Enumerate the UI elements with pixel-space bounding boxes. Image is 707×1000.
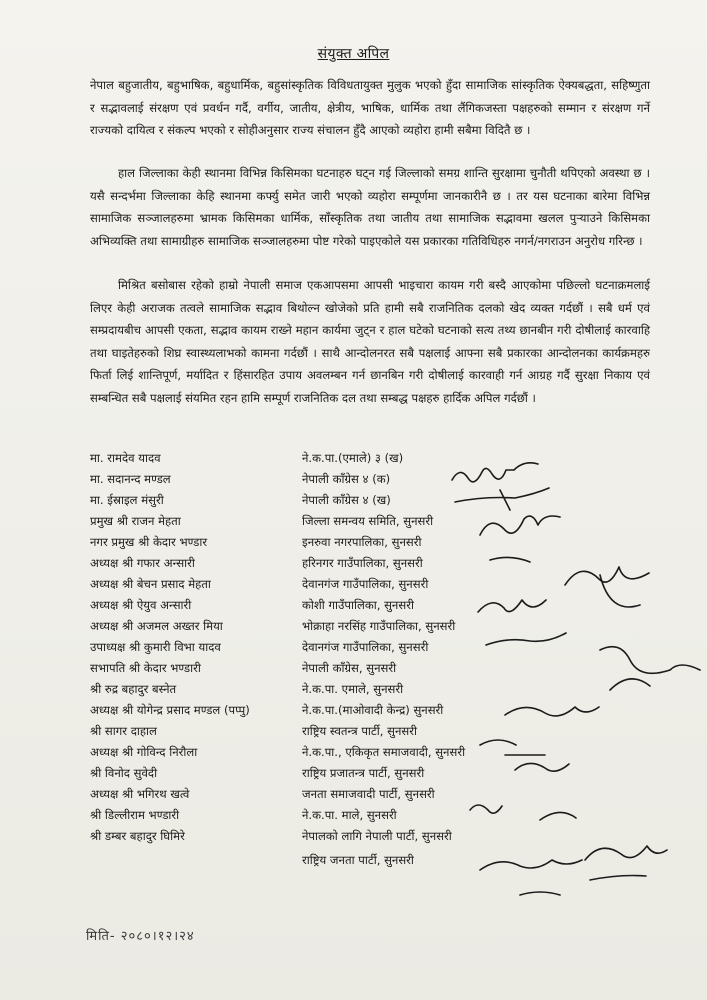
signatory-row: [90, 805, 510, 826]
signatory-name: प्रमुख श्री राजन मेहता: [90, 514, 181, 528]
signatory-name: अध्यक्ष श्री भगिरथ खत्वे: [90, 787, 190, 801]
signatory-name: श्री रुद्र बहादुर बस्नेत: [90, 682, 177, 696]
signatory-name: अध्यक्ष श्री बेचन प्रसाद मेहता: [90, 577, 211, 591]
signatory-name: अध्यक्ष श्री योगेन्द्र प्रसाद मण्डल (पप्पु): [90, 703, 250, 717]
signatory-row: [90, 784, 510, 805]
signature-12: [585, 846, 667, 880]
signatory-name: श्री डिल्लीराम भण्डारी: [90, 808, 180, 822]
signatory-org: हरिनगर गाउँपालिका, सुनसरी: [302, 556, 423, 570]
signatory-row: [90, 616, 510, 637]
signatory-row: [90, 574, 510, 595]
signatory-name: श्री डम्बर बहादुर घिमिरे: [90, 829, 185, 843]
signatory-org: राष्ट्रिय स्वतन्त्र पार्टी, सुनसरी: [302, 724, 418, 738]
signatory-row: [90, 532, 510, 553]
signature-9: [505, 755, 569, 771]
paragraph-1: नेपाल बहुजातीय, बहुभाषिक, बहुधार्मिक, बहुसांस्कृतिक विविधतायुक्त मुलुक भएको हुँदा सामाजिक सांस्कृतिक ऐक्यबद्धता, सहिष्णुता र सद्भावलाई संरक्षण एवं प्रवर्धन गर्दै, वर्गीय, जातीय, क्षेत्रीय, भाषिक, धार्मिक तथा लैंगिकजस्ता पक्षहरुको सम्मान र संरक्षण गर्ने राज्यको दायित्व र संकल्प भएको र सोहीअनुसार राज्य संचालन हुँदै आएको व्यहोरा हामी सबैमा विदितै छ ।: [90, 78, 650, 137]
signatory-row: [90, 721, 510, 742]
document-date: मिति- २०८०।१२।२४: [86, 929, 195, 944]
signatory-org: देवानगंज गाउँपालिका, सुनसरी: [302, 640, 429, 654]
signatory-row: [90, 826, 510, 847]
signatory-org: जिल्ला समन्वय समिति, सुनसरी: [302, 514, 434, 528]
signatory-org: ने.क.पा.(एमाले) ३ (ख): [302, 451, 404, 465]
signatory-name: श्री विनोद सुवेदी: [90, 766, 158, 780]
signatory-row: [90, 595, 510, 616]
signatory-name: मा. रामदेव यादव: [90, 451, 161, 465]
signatory-name: अध्यक्ष श्री गफार अन्सारी: [90, 556, 195, 570]
signatory-org-extra: राष्ट्रिय जनता पार्टी, सुनसरी: [302, 853, 414, 867]
signatory-org: ने.क.पा. एमाले, सुनसरी: [302, 682, 404, 696]
signatory-org: राष्ट्रिय प्रजातन्त्र पार्टी, सुनसरी: [302, 766, 425, 780]
signatory-row: [90, 679, 510, 700]
signatory-org: नेपालको लागि नेपाली पार्टी, सुनसरी: [302, 829, 452, 843]
signatory-org: भोक्राहा नरसिंह गाउँपालिका, सुनसरी: [302, 619, 456, 633]
signatory-name: श्री सागर दाहाल: [90, 724, 157, 738]
signatory-row: [90, 448, 510, 469]
signatory-row: [90, 511, 510, 532]
signatory-row: [90, 637, 510, 658]
signatory-org: कोशी गाउँपालिका, सुनसरी: [302, 598, 414, 612]
signatory-name: नगर प्रमुख श्री केदार भण्डार: [90, 535, 208, 549]
signature-11: [480, 860, 582, 895]
signatory-row: [90, 490, 510, 511]
signatory-row: [90, 742, 510, 763]
signatory-name: अध्यक्ष श्री अजमल अख्तर मिया: [90, 619, 223, 633]
document-title: संयुक्त अपिल: [317, 46, 390, 62]
signatory-name: अध्यक्ष श्री ऐयुव अन्सारी: [90, 598, 192, 612]
signatory-org: नेपाली काँग्रेस, सुनसरी: [302, 661, 397, 675]
signatory-name: सभापति श्री केदार भण्डारी: [90, 661, 201, 675]
signatory-org: जनता समाजवादी पार्टी, सुनसरी: [302, 787, 435, 801]
signatory-row: [90, 763, 510, 784]
signatory-org: ने.क.पा., एकिकृत समाजवादी, सुनसरी: [302, 745, 466, 759]
signatory-name: अध्यक्ष श्री गोविन्द निरौला: [90, 745, 198, 759]
signatory-org: इनरुवा नगरपालिका, सुनसरी: [302, 535, 422, 549]
signatory-org: नेपाली काँग्रेस ४ (क): [302, 472, 391, 486]
signatory-org: नेपाली काँग्रेस ४ (ख): [302, 493, 391, 507]
signatory-row: [90, 658, 510, 679]
signatory-row: [90, 469, 510, 490]
signatory-list: [90, 448, 510, 847]
signatory-org: ने.क.पा.(माओवादी केन्द्र) सुनसरी: [302, 703, 444, 717]
signatory-name: मा. ईस्राइल मंसुरी: [90, 493, 164, 507]
signatory-name: उपाध्यक्ष श्री कुमारी विभा यादव: [90, 640, 221, 654]
signatory-row: [90, 553, 510, 574]
signatory-row: [90, 700, 510, 721]
paragraph-3: मिश्रित बसोबास रहेको हाम्रो नेपाली समाज एकआपसमा आपसी भाइचारा कायम गरी बस्दै आएकोमा पछिल्लो घटनाक्रमलाई लिएर केही अराजक तत्वले सामाजिक सद्भाव बिथोल्न खोजेको प्रति हामी सबै राजनितिक दलको खेद व्यक्त गर्दछौं । सबै धर्म एवं सम्प्रदायबीच आपसी एकता, सद्भाव कायम राख्ने महान कार्यमा जुट्न र हाल घटेको घटनाको सत्य तथ्य छानबीन गरी दोषीलाई कारवाहि तथा घाइतेहरुको शिघ्र स्वास्थ्यलाभको कामना गर्दछौं । साथै आन्दोलनरत सबै पक्षलाई आफ्ना सबै प्रकारका आन्दोलनका कार्यक्रमहरु फिर्ता लिई शान्तिपूर्ण, मर्यादित र हिंसारहित उपाय अवलम्बन गर्न छानबिन गरी दोषीलाई कारवाही गर्न आग्रह गर्दै सुरक्षा निकाय एवं सम्बन्धित सबै पक्षलाई संयमित रहन हामि सम्पूर्ण राजनितिक दल तथा सम्बद्ध पक्षहरु हार्दिक अपिल गर्दछौं ।: [90, 278, 650, 405]
signatory-org: देवानगंज गाउँपालिका, सुनसरी: [302, 577, 429, 591]
paragraph-2: हाल जिल्लाका केही स्थानमा विभिन्न किसिमका घटनाहरु घट्न गई जिल्लाको समग्र शान्ति सुरक्षामा चुनौती थपिएको अवस्था छ । यसै सन्दर्भमा जिल्लाका केहि स्थानमा कर्फ्यु समेत जारी भएको व्यहोरा सम्पूर्णमा जानकारीनै छ । तर यस घटनाका बारेमा विभिन्न सामाजिक सञ्जालहरुमा भ्रामक किसिमका धार्मिक, साँस्कृतिक तथा जातीय तथा सामाजिक सद्भावमा खलल पुऱ्याउने किसिमका अभिव्यक्ति तथा सामाग्रीहरु सामाजिक सञ्जालहरुमा पोष्ट गरेको पाइएकोले यस प्रकारका गतिविधिहरु नगर्न/नगराउन अनुरोध गरिन्छ ।: [90, 166, 650, 248]
signature-7: [600, 647, 700, 690]
signatory-name: मा. सदानन्द मण्डल: [90, 472, 171, 486]
signatory-org: ने.क.पा. माले, सुनसरी: [302, 808, 397, 822]
signature-4: [565, 567, 649, 607]
